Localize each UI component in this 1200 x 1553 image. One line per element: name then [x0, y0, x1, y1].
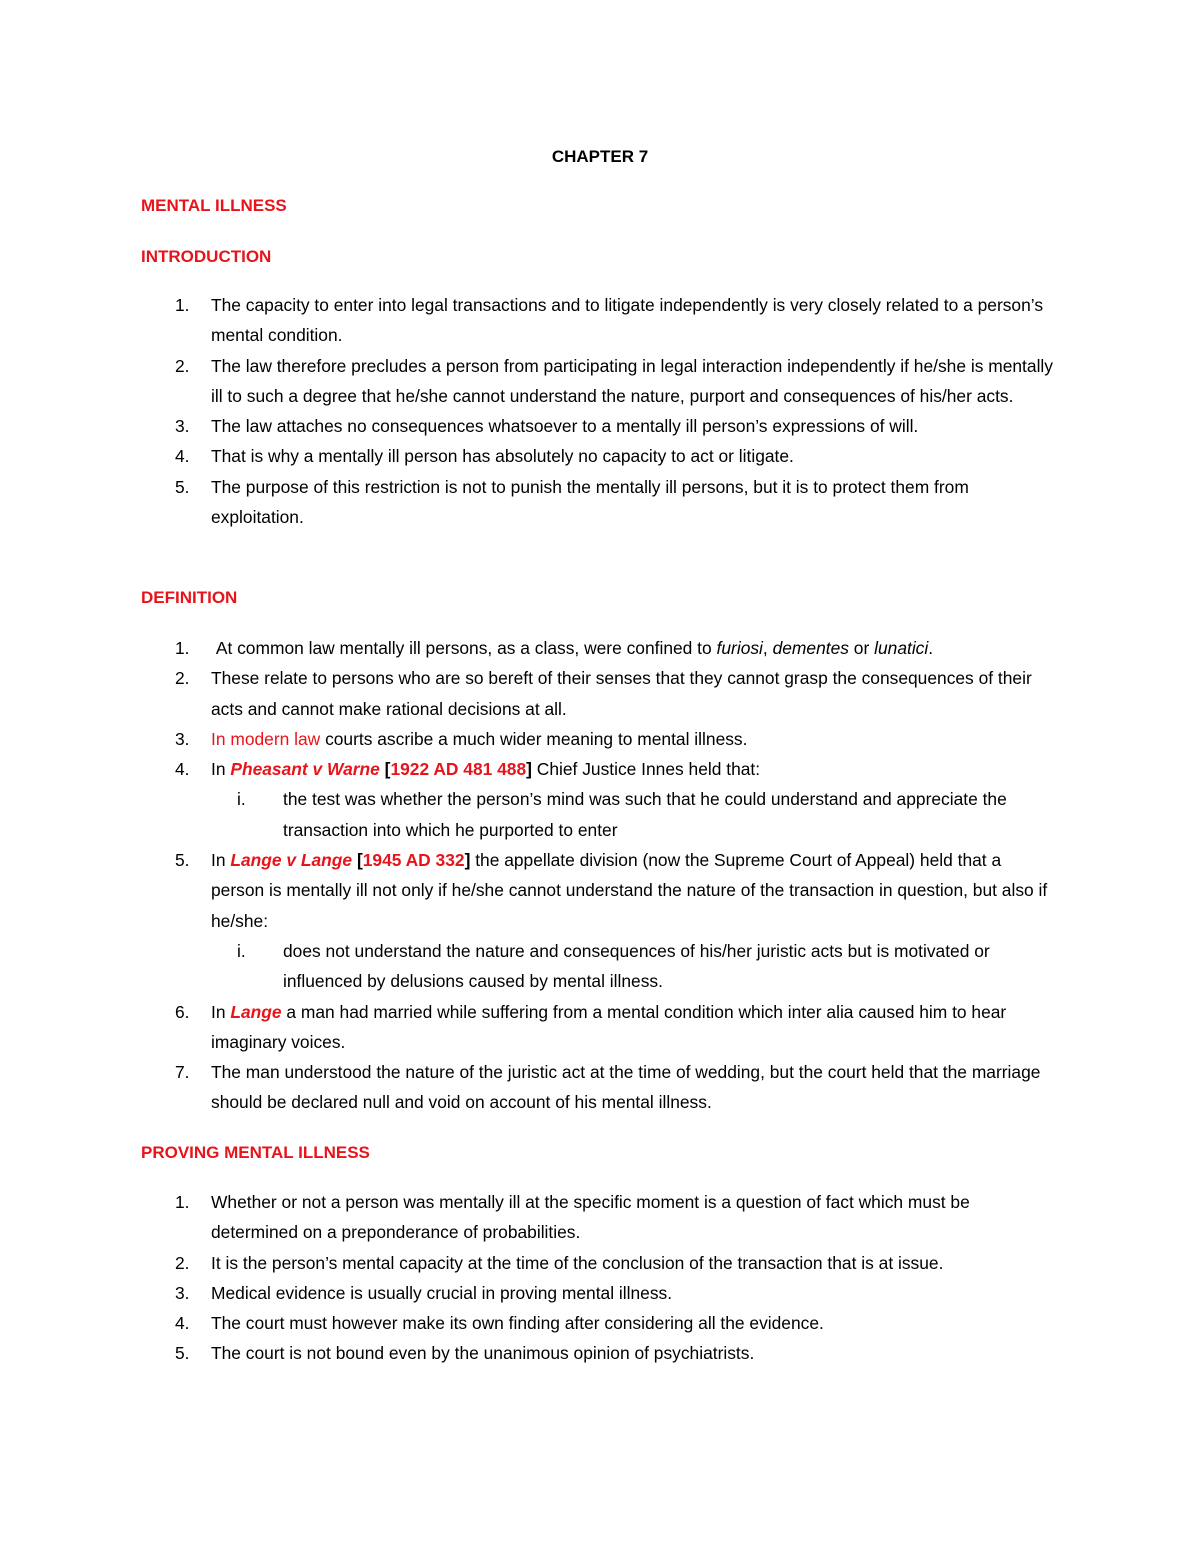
item-text: In — [211, 759, 231, 780]
list-item — [0, 1187, 1057, 1248]
list-item — [0, 1338, 1057, 1368]
item-number: 3. — [175, 728, 190, 749]
separator: or — [848, 638, 875, 658]
item-number: 5. — [175, 1343, 190, 1364]
item-text: Chief Justice Innes held that: — [531, 759, 761, 780]
list-item — [0, 724, 1057, 754]
proving-list — [0, 1187, 1200, 1369]
item-text: courts ascribe a much wider meaning to mental illness. — [320, 728, 748, 749]
sub-item — [211, 784, 1057, 845]
item-text: Whether or not a person was mentally ill at the specific moment is a question of fact which must be determined on a preponderance of probabilities. — [211, 1192, 970, 1243]
sub-item-text: the test was whether the person’s mind was such that he could understand and appreciate the transaction into which he purported to enter — [283, 789, 1007, 840]
item-number: 5. — [175, 850, 190, 871]
item-text: In — [211, 1001, 231, 1022]
list-item — [0, 441, 1057, 471]
case-name: Lange — [230, 1001, 282, 1022]
item-number: 2. — [175, 355, 190, 376]
item-text: That is why a mentally ill person has absolutely no capacity to act or litigate. — [211, 446, 794, 467]
item-text: The man understood the nature of the juristic act at the time of wedding, but the court held that the marriage should be declared null and void on account of his mental illness. — [211, 1062, 1041, 1113]
item-text: a man had married while suffering from a mental condition which inter alia caused him to hear imaginary voices. — [211, 1001, 1007, 1052]
definition-list — [0, 633, 1200, 1118]
item-number: 1. — [175, 638, 190, 658]
heading-definition: DEFINITION — [141, 588, 238, 607]
heading-introduction: INTRODUCTION — [141, 247, 272, 266]
item-text: The court is not bound even by the unanimous opinion of psychiatrists. — [211, 1343, 755, 1364]
item-text: The court must however make its own finding after considering all the evidence. — [211, 1313, 824, 1334]
latin-term: furiosi — [716, 638, 763, 658]
sub-item-text: does not understand the nature and consequences of his/her juristic acts but is motivated or influenced by delusions caused by mental illness. — [283, 940, 990, 992]
latin-term: lunatici — [874, 638, 929, 658]
item-number: 1. — [175, 1192, 190, 1212]
list-item — [0, 290, 1057, 351]
list-item — [0, 1278, 1057, 1308]
sub-item-number: i. — [237, 940, 246, 961]
highlight-text: In modern law — [211, 728, 321, 749]
list-item — [0, 351, 1057, 412]
item-text: The purpose of this restriction is not to punish the mentally ill persons, but it is to protect them from exploitation. — [211, 476, 969, 528]
item-number: 2. — [175, 668, 190, 689]
item-number: 3. — [175, 416, 190, 437]
heading-mental-illness: MENTAL ILLNESS — [141, 196, 287, 215]
item-text: Medical evidence is usually crucial in proving mental illness. — [211, 1282, 673, 1303]
heading-proving-mental-illness: PROVING MENTAL ILLNESS — [141, 1143, 370, 1162]
list-item — [0, 997, 1057, 1058]
list-item — [0, 845, 1057, 996]
introduction-list — [0, 290, 1200, 532]
separator: , — [762, 638, 773, 658]
list-item — [0, 1308, 1057, 1338]
list-item — [0, 411, 1057, 441]
item-text: The law therefore precludes a person from participating in legal interaction independently if he/she is mentally ill to such a degree that he/she cannot understand the nature, purport and consequences of his/her acts. — [211, 355, 1053, 406]
item-text: the appellate division (now the Supreme Court of Appeal) held that a person is mentally ill not only if he/she cannot understand the nature of the transaction in question, but also if he/she: — [211, 850, 1048, 931]
case-name: Lange v Lange — [230, 850, 353, 871]
case-citation: 1945 AD 332 — [362, 850, 465, 871]
list-item — [0, 472, 1057, 533]
citation-bracket: ] — [464, 850, 471, 871]
item-text: It is the person’s mental capacity at the time of the conclusion of the transaction that is at issue. — [211, 1252, 944, 1273]
chapter-title: CHAPTER 7 — [551, 147, 649, 166]
item-number: 1. — [175, 295, 190, 315]
item-text: The capacity to enter into legal transactions and to litigate independently is very closely related to a person’s mental condition. — [211, 295, 1044, 346]
item-number: 4. — [175, 446, 190, 467]
citation-bracket: ] — [526, 759, 532, 780]
separator: . — [928, 638, 934, 658]
case-name: Pheasant v Warne — [230, 759, 380, 780]
list-item — [0, 663, 1057, 724]
sub-item — [211, 936, 1057, 997]
list-item — [0, 633, 1057, 663]
list-item — [0, 1057, 1057, 1118]
item-text: These relate to persons who are so bereft of their senses that they cannot grasp the consequences of their acts and cannot make rational decisions at all. — [211, 668, 1032, 719]
item-number: 4. — [175, 759, 190, 780]
item-text: The law attaches no consequences whatsoever to a mentally ill person’s expressions of will. — [211, 416, 919, 437]
list-item — [0, 1248, 1057, 1278]
sub-item-number: i. — [237, 789, 246, 810]
list-item — [0, 754, 1057, 845]
citation-bracket: [ — [352, 850, 363, 871]
latin-term: dementes — [772, 638, 849, 658]
citation-bracket: [ — [379, 759, 391, 780]
item-text: At common law mentally ill persons, as a class, were confined to — [215, 638, 717, 658]
item-number: 6. — [175, 1001, 190, 1022]
case-citation: 1922 AD 481 488 — [390, 759, 527, 780]
item-number: 2. — [175, 1252, 190, 1273]
item-number: 4. — [175, 1313, 190, 1334]
item-number: 7. — [175, 1062, 190, 1083]
item-number: 5. — [175, 476, 190, 497]
item-text: In — [211, 850, 231, 871]
item-number: 3. — [175, 1282, 190, 1303]
